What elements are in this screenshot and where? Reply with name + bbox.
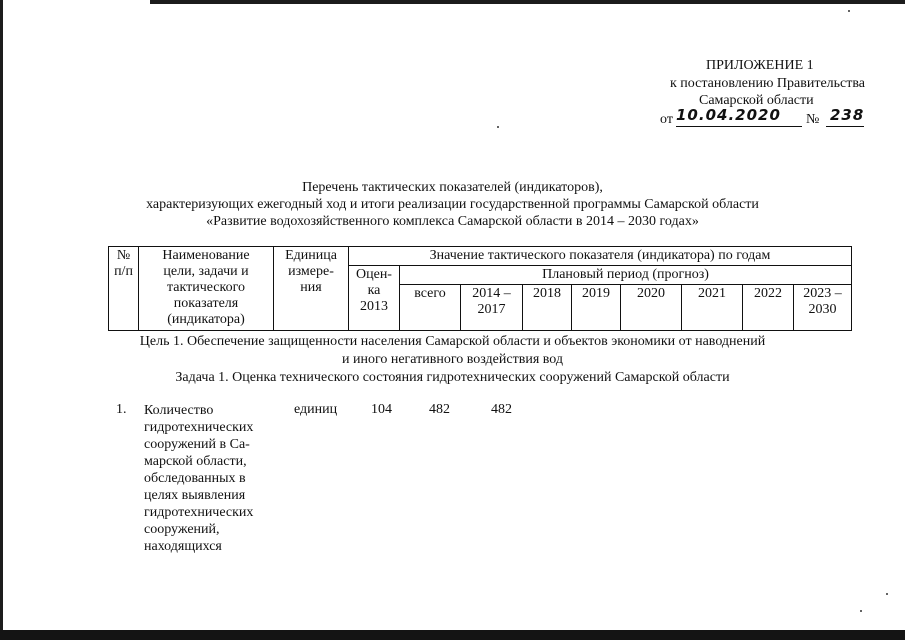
col-num-line: № — [116, 248, 131, 263]
col-2019-header — [572, 285, 621, 331]
row-name — [144, 402, 274, 555]
row-total: 482 — [429, 402, 450, 417]
col-estimate-line: Оцен- — [356, 267, 392, 282]
date-prefix: от — [660, 112, 673, 127]
col-2020-line: 2020 — [637, 286, 665, 301]
scan-speck — [497, 126, 499, 128]
col-unit-line: ния — [300, 280, 322, 295]
values-group-header: Значение тактического показателя (индикатора) по годам — [349, 247, 852, 266]
row-estimate-2013: 104 — [371, 402, 392, 417]
goal-line-1: Цель 1. Обеспечение защищенности населения Самарской области и объектов экономики от наводнений — [139, 334, 766, 349]
col-name-line: тактического — [166, 280, 246, 295]
col-2022-header — [743, 285, 794, 331]
row-name-line: гидротехнических — [144, 505, 254, 520]
appendix-title: ПРИЛОЖЕНИЕ 1 — [706, 58, 814, 73]
col-estimate-header — [349, 266, 400, 331]
col-2018-header — [523, 285, 572, 331]
col-2022-line: 2022 — [754, 286, 782, 301]
row-2014-2017: 482 — [491, 402, 512, 417]
col-name-line: показателя — [173, 296, 239, 311]
scan-speck — [860, 610, 862, 612]
col-2021-header — [682, 285, 743, 331]
row-name-line: находящихся — [144, 539, 222, 554]
row-name-line: Количество — [144, 403, 214, 418]
row-name-line: гидротехнических — [144, 420, 254, 435]
appendix-line3: Самарской области — [699, 93, 814, 108]
task-line: Задача 1. Оценка технического состояния гидротехнических сооружений Самарской области — [175, 370, 730, 385]
date-underline — [676, 126, 802, 127]
goal-line-2: и иного негативного воздействия вод — [341, 352, 563, 367]
doc-title-line-1: Перечень тактических показателей (индикаторов), — [302, 180, 603, 195]
col-2020-header — [621, 285, 682, 331]
plan-group-header: Плановый период (прогноз) — [400, 266, 852, 285]
col-2023-2030-header — [794, 285, 852, 331]
row-num: 1. — [116, 402, 127, 417]
col-total-header — [400, 285, 461, 331]
col-estimate-line: ка — [367, 283, 381, 298]
handwritten-date: 10.04.2020 — [676, 106, 781, 124]
col-name-line: Наименование — [162, 248, 250, 263]
number-prefix: № — [806, 112, 820, 127]
row-name-line: сооружений, — [144, 522, 220, 537]
col-2014-2017-line: 2014 – — [472, 286, 511, 301]
row-name-line: сооружений в Са- — [144, 437, 250, 452]
col-2023-2030-line: 2023 – — [803, 286, 842, 301]
col-name-header — [139, 247, 274, 331]
col-total-line: всего — [414, 286, 446, 301]
appendix-line2: к постановлению Правительства — [670, 76, 866, 91]
scan-edge-top — [150, 0, 905, 4]
number-underline — [826, 126, 864, 127]
doc-title-line-3: «Развитие водохозяйственного комплекса Самарской области в 2014 – 2030 годах» — [206, 214, 699, 229]
col-estimate-line: 2013 — [360, 299, 388, 314]
row-name-line: марской области, — [144, 454, 247, 469]
scan-edge-left — [0, 0, 3, 640]
col-2014-2017-header — [461, 285, 523, 331]
row-name-line: целях выявления — [144, 488, 246, 503]
row-unit: единиц — [294, 402, 338, 417]
col-2021-line: 2021 — [698, 286, 726, 301]
col-name-line: цели, задачи и — [163, 264, 249, 279]
col-num-header — [109, 247, 139, 331]
col-unit-line: измере- — [288, 264, 334, 279]
col-2023-2030-line: 2030 — [808, 302, 837, 317]
scan-edge-bottom — [0, 630, 905, 640]
doc-title-line-2: характеризующих ежегодный ход и итоги реализации государственной программы Самарской области — [146, 197, 759, 212]
col-num-line: п/п — [114, 264, 133, 279]
col-2019-line: 2019 — [582, 286, 610, 301]
scan-speck — [886, 593, 888, 595]
col-2014-2017-line: 2017 — [477, 302, 506, 317]
col-unit-line: Единица — [285, 248, 337, 263]
col-unit-header — [274, 247, 349, 331]
row-name-line: обследованных в — [144, 471, 246, 486]
scan-speck — [848, 10, 850, 12]
col-2018-line: 2018 — [533, 286, 561, 301]
col-name-line: (индикатора) — [167, 312, 245, 327]
indicators-table-header — [108, 246, 852, 331]
handwritten-number: 238 — [830, 106, 865, 124]
